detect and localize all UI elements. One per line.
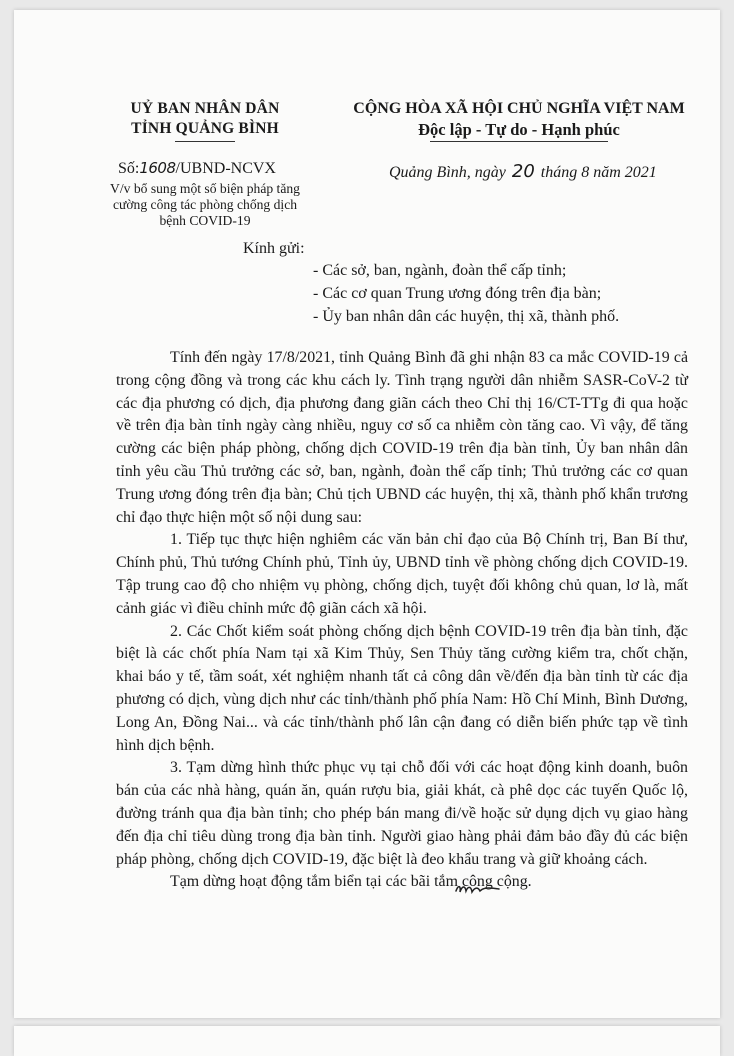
nation-title: CỘNG HÒA XÃ HỘI CHỦ NGHĨA VIỆT NAM [353,100,685,117]
nation-motto: Độc lập - Tự do - Hạnh phúc [418,120,620,139]
initial-signature [453,877,503,899]
body-paragraph-beach: Tạm dừng hoạt động tắm biển tại các bãi tắm công cộng. [170,873,532,891]
date-day-handwritten: 20 [511,161,535,182]
motto-underline [430,141,608,142]
authority-line-1: UỶ BAN NHÂN DÂN [130,100,280,117]
document-subject: V/v bổ sung một số biện pháp tăng cường công tác phòng chống dịch bệnh COVID-19 [110,181,300,228]
date-prefix: Quảng Bình, ngày [389,164,506,181]
recipient-item: - Các cơ quan Trung ương đóng trên địa bàn; [313,285,602,302]
body-paragraph-item-1: 1. Tiếp tục thực hiện nghiêm các văn bản chỉ đạo của Bộ Chính trị, Ban Bí thư, Chính phủ, Thủ tướng Chính phủ, Tỉnh ủy, UBND tỉnh về phòng chống dịch COVID-19. Tập trung cao độ cho nhiệm vụ phòng, chống dịch, tuyệt đối không chủ quan, lơ là, mất cảnh giác vì điều chỉnh mức độ giãn cách xã hội. [116,531,688,617]
date-suffix: tháng 8 năm 2021 [540,164,657,181]
document-body [116,347,688,894]
number-suffix: /UBND-NCVX [175,160,276,177]
body-paragraph-item-3: 3. Tạm dừng hình thức phục vụ tại chỗ đối với các hoạt động kinh doanh, buôn bán của các nhà hàng, quán ăn, quán rượu bia, giải khát, cà phê dọc các tuyến Quốc lộ, đường tránh qua địa bàn tỉnh; cho phép bán mang đi/về hoặc sử dụng dịch vụ giao hàng đến địa chỉ tiêu dùng trong địa bàn tỉnh. Người giao hàng phải đảm bảo đầy đủ các biện pháp phòng, chống dịch COVID-19, đặc biệt là đeo khẩu trang và giữ khoảng cách. [116,759,688,868]
recipients-label: Kính gửi: [243,240,305,257]
next-document-page [14,1026,720,1056]
national-motto [348,99,690,142]
body-paragraph-item-2: 2. Các Chốt kiểm soát phòng chống dịch bệnh COVID-19 trên địa bàn tỉnh, đặc biệt là các chốt phía Nam tại xã Kim Thủy, Sen Thủy tăng cường kiểm tra, chốt chặn, khai báo y tế, tầm soát, xét nghiệm nhanh tất cả công dân về/đến địa bàn tỉnh từ các địa phương có dịch, vùng dịch như các tỉnh/thành phố phía Nam: Hồ Chí Minh, Bình Dương, Long An, Đồng Nai... và các tỉnh/thành phố lân cận đang có diễn biến phức tạp về tình hình dịch bệnh. [116,622,688,754]
recipient-item: - Ủy ban nhân dân các huyện, thị xã, thành phố. [313,308,620,325]
number-prefix: Số: [118,160,140,177]
date-line [389,161,657,182]
number-handwritten: 1608 [139,159,176,177]
issuing-authority [100,99,310,142]
document-number [118,158,276,179]
body-paragraph-intro: Tính đến ngày 17/8/2021, tỉnh Quảng Bình đã ghi nhận 83 ca mắc COVID-19 cả trong cộng đồng và trong các khu cách ly. Tình trạng người dân nhiễm SASR-CoV-2 từ các địa phương có dịch, địa phương đang giãn cách theo Chỉ thị 16/CT-TTg đi qua hoặc về trên địa bàn tỉnh ngày càng nhiều, nguy cơ số ca nhiễm còn tăng cao. Vì vậy, để tăng cường các biện pháp phòng, chống dịch COVID-19 trên địa bàn tỉnh, Ủy ban nhân dân tỉnh yêu cầu Thủ trưởng các sở, ban, ngành, đoàn thể cấp tỉnh; Thủ trưởng các cơ quan Trung ương đóng trên địa bàn; Chủ tịch UBND các huyện, thị xã, thành phố khẩn trương chỉ đạo thực hiện một số nội dung sau: [116,349,688,526]
recipient-item: - Các sở, ban, ngành, đoàn thể cấp tỉnh; [313,262,567,279]
authority-line-2: TỈNH QUẢNG BÌNH [131,120,279,137]
authority-underline [175,141,235,142]
